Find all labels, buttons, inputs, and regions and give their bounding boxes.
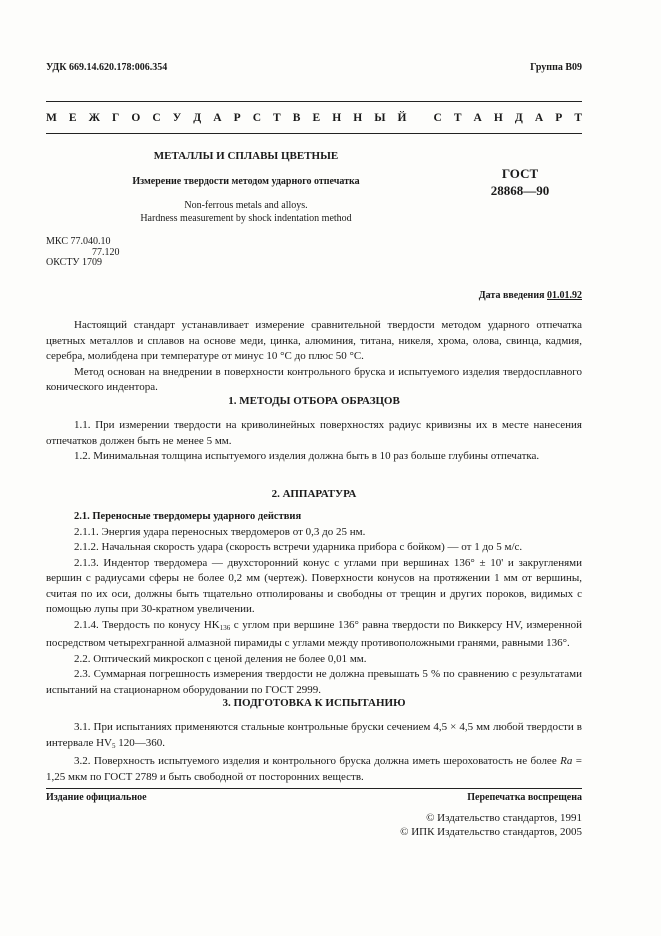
banner-letter: Й [397, 112, 407, 124]
gost-label: ГОСТ [501, 166, 539, 181]
section-2-text [46, 509, 582, 698]
clause-2-1-4 [46, 618, 582, 652]
clause-2-1-3: 2.1.3. Индентор твердомера — двухсторонний конус с углами при вершинах 136° ± 10' и закругленями вершин с радиусами сферы не более 0,2 мм (чертеж). Поверхности конусов на протяжении 1 мм от вершины, считая по их оси, должны быть тщательно отполированы и свободны от трещин и других пороков, видимых с помощью лупы при 30-кратном увеличении. [46, 556, 582, 615]
clause-3-1-start: 3.1. При испытаниях применяются стальные контрольные бруски сечением 4,5 × 4,5 мм любой твердости в интервале HV [46, 721, 582, 749]
banner-letter: Е [68, 112, 77, 124]
banner-letter: С [433, 112, 442, 124]
banner-letter: Ы [374, 112, 386, 124]
gost-number: 28868—90 [490, 183, 550, 198]
group-code: Группа В09 [530, 62, 582, 73]
banner-letter: Т [453, 112, 462, 124]
footer-rule [46, 788, 582, 789]
official-edition: Издание официальное [46, 792, 147, 803]
banner-letter: С [252, 112, 261, 124]
copyright-2005: © ИПК Издательство стандартов, 2005 [400, 826, 582, 838]
introduction-date [479, 290, 582, 301]
clause-3-1 [46, 720, 582, 754]
banner-letter: Н [353, 112, 363, 124]
clause-3-2-end: = 1,25 мкм по ГОСТ 2789 и быть свободной от посторонних веществ. [46, 755, 582, 783]
hk-subscript: 136 [219, 623, 231, 632]
introduction-date-value: 01.01.92 [547, 290, 582, 301]
banner-letter: О [131, 112, 141, 124]
introduction-text [46, 318, 582, 396]
banner-letter: В [292, 112, 301, 124]
clause-3-2-start: 3.2. Поверхность испытуемого изделия и контрольного бруска должна иметь шероховатость не более [74, 755, 561, 767]
standard-banner [46, 112, 582, 124]
banner-letter: Н [493, 112, 503, 124]
banner-letter: Р [233, 112, 241, 124]
document-subtitle: Измерение твердости методом ударного отпечатка [132, 176, 360, 187]
clause-1-1: 1.1. При измерении твердости на криволинейных поверхностях радиус кривизны их в месте нанесения отпечатков должен быть не менее 5 мм. [46, 419, 582, 447]
english-title-line1: Non-ferrous metals and alloys. [184, 200, 308, 211]
udk-code: УДК 669.14.620.178:006.354 [46, 62, 168, 73]
introduction-date-label: Дата введения [478, 290, 545, 301]
section-1-text [46, 418, 582, 465]
document-title: МЕТАЛЛЫ И СПЛАВЫ ЦВЕТНЫЕ [153, 150, 339, 162]
banner-rule [46, 133, 582, 134]
mks-code-1: МКС 77.040.10 [46, 236, 111, 247]
hv-subscript: 5 [112, 741, 116, 750]
section-3-text [46, 720, 582, 785]
section-3-heading: 3. ПОДГОТОВКА К ИСПЫТАНИЮ [222, 697, 406, 709]
banner-letter: Т [574, 112, 582, 124]
english-title-line2: Hardness measurement by shock indentation method [140, 213, 352, 224]
banner-letter: С [152, 112, 161, 124]
clause-1-2: 1.2. Минимальная толщина испытуемого изделия должна быть в 10 раз больше глубины отпечатка. [74, 450, 540, 462]
ra-symbol: Ra [560, 755, 573, 767]
banner-letter: А [213, 112, 222, 124]
banner-letter: Д [193, 112, 202, 124]
clause-2-1-4-end: с углом при вершине 136° равна твердости по Виккерсу HV, измеренной посредством четырехгранной алмазной пирамиды с углами между противоположными гранями, равными 136°. [46, 618, 582, 649]
clause-2-3: 2.3. Суммарная погрешность измерения твердости не должна превышать 5 % по сравнению с результатами испытаний на стационарном оборудовании по ГОСТ 2999. [46, 668, 582, 696]
banner-letter: Д [514, 112, 523, 124]
section-2-heading: 2. АППАРАТУРА [271, 488, 357, 500]
clause-2-1-heading: 2.1. Переносные твердомеры ударного действия [74, 511, 302, 522]
clause-2-1-1: 2.1.1. Энергия удара переносных твердомеров от 0,3 до 25 нм. [74, 525, 366, 538]
copyright-1991: © Издательство стандартов, 1991 [426, 812, 582, 824]
reprint-prohibited: Перепечатка воспрещена [467, 792, 582, 803]
clause-2-1-2: 2.1.2. Начальная скорость удара (скорость встречи ударника прибора с бойком) — от 1 до 5 м/с. [74, 541, 523, 553]
clause-3-2 [46, 754, 582, 785]
intro-paragraph-1: Настоящий стандарт устанавливает измерение сравнительной твердости методом ударного отпечатка цветных металлов и сплавов на основе меди, цинка, алюминия, титана, никеля, хрома, олова, свинца, кадмия, серебра, молибдена при температуре от минус 10 °С до плюс 50 °С. [46, 319, 582, 362]
banner-letter [419, 112, 422, 124]
mks-code-2: 77.120 [92, 247, 120, 258]
banner-letter: Ж [88, 112, 100, 124]
banner-letter: У [172, 112, 182, 124]
banner-letter: А [473, 112, 482, 124]
banner-letter: Р [555, 112, 563, 124]
clause-2-2: 2.2. Оптический микроскоп с ценой деления не более 0,01 мм. [74, 652, 367, 665]
banner-letter: Г [112, 112, 120, 124]
banner-letter: М [46, 112, 57, 124]
section-1-heading: 1. МЕТОДЫ ОТБОРА ОБРАЗЦОВ [228, 395, 400, 407]
banner-letter: Е [312, 112, 321, 124]
top-rule [46, 101, 582, 102]
banner-letter: Т [273, 112, 281, 124]
clause-2-1-4-start: 2.1.4. Твердость по конусу HK [74, 618, 220, 631]
intro-paragraph-2: Метод основан на внедрении в поверхности контрольного бруска и испытуемого изделия твердосплавного конического индентора. [46, 365, 582, 393]
banner-letter: А [534, 112, 544, 124]
okstu-code: ОКСТУ 1709 [46, 257, 103, 268]
banner-letter: Н [332, 112, 342, 124]
clause-3-1-end: 120—360. [115, 736, 165, 749]
